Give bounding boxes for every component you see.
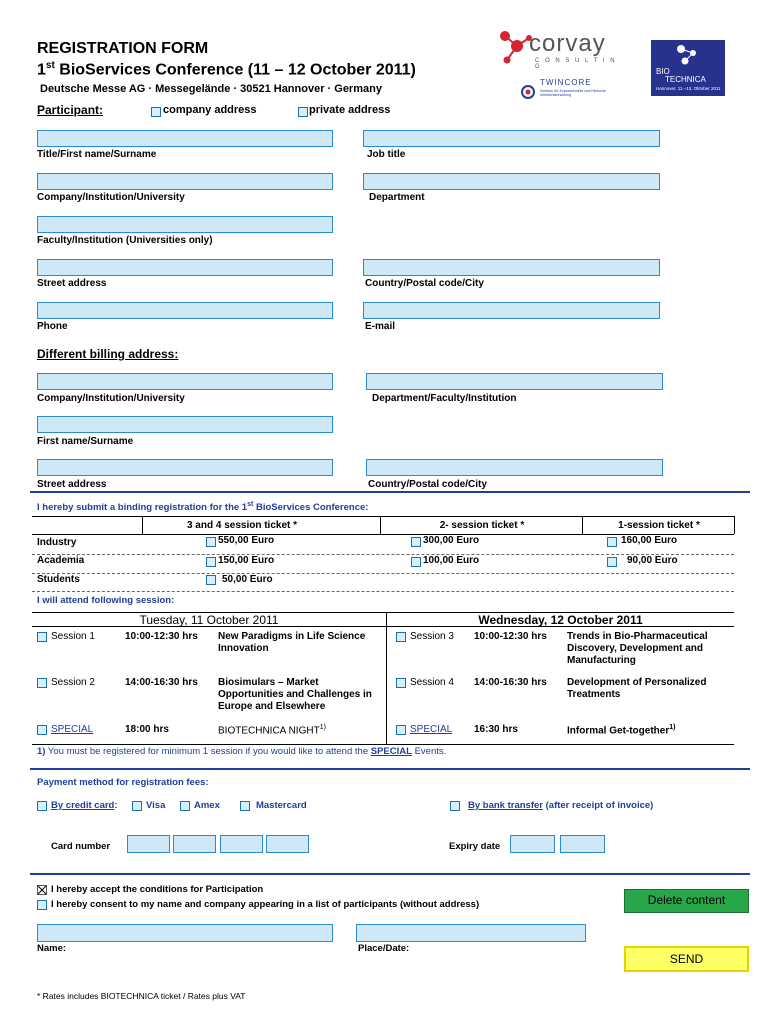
- special-wednesday-name: SPECIAL: [410, 724, 453, 735]
- bank-transfer-label: By bank transfer (after receipt of invoice): [468, 800, 654, 811]
- checkmark-x-icon: [38, 886, 46, 894]
- industry-1-checkbox[interactable]: [607, 537, 617, 547]
- mastercard-checkbox[interactable]: [240, 801, 250, 811]
- col-1-session: 1-session ticket *: [618, 520, 700, 531]
- billing-department-input[interactable]: [366, 373, 663, 390]
- section-divider: [30, 768, 750, 770]
- billing-street-label: Street address: [37, 479, 107, 490]
- biotechnica-line1: BIO: [656, 67, 670, 76]
- footer-note: * Rates includes BIOTECHNICA ticket / Rates plus VAT: [37, 991, 246, 1001]
- phone-input[interactable]: [37, 302, 333, 319]
- amex-label: Amex: [194, 800, 220, 811]
- session-2-time: 14:00-16:30 hrs: [125, 677, 198, 688]
- twincore-wordmark: TWINCORE: [540, 78, 592, 87]
- session-1-name: Session 1: [51, 631, 95, 642]
- private-address-label: private address: [309, 104, 391, 116]
- private-address-checkbox[interactable]: [298, 107, 308, 117]
- special-wednesday-time: 16:30 hrs: [474, 724, 518, 735]
- special-tuesday-name: SPECIAL: [51, 724, 94, 735]
- payment-heading: Payment method for registration fees:: [37, 777, 209, 788]
- title-name-input[interactable]: [37, 130, 333, 147]
- biotechnica-logo-icon: [673, 43, 701, 67]
- row-academia-label: Academia: [37, 555, 85, 566]
- billing-country-input[interactable]: [366, 459, 663, 476]
- biotechnica-date: Hannover, 11.–13. Oktober 2011: [656, 86, 721, 91]
- street-label: Street address: [37, 278, 107, 289]
- industry-2-price: 300,00 Euro: [423, 535, 480, 546]
- street-input[interactable]: [37, 259, 333, 276]
- biotechnica-logo: [651, 40, 725, 96]
- billing-heading: Different billing address:: [37, 347, 179, 361]
- participant-list-checkbox[interactable]: [37, 900, 47, 910]
- faculty-input[interactable]: [37, 216, 333, 233]
- academia-2-price: 100,00 Euro: [423, 555, 480, 566]
- company-label: Company/Institution/University: [37, 192, 185, 203]
- academia-1-checkbox[interactable]: [607, 557, 617, 567]
- card-number-input-1[interactable]: [127, 835, 170, 853]
- amex-checkbox[interactable]: [180, 801, 190, 811]
- tuesday-header: Tuesday, 11 October 2011: [139, 613, 279, 627]
- academia-1-price: 90,00 Euro: [627, 555, 678, 566]
- wednesday-header: Wednesday, 12 October 2011: [478, 613, 643, 627]
- col-3-4-session: 3 and 4 session ticket *: [186, 520, 298, 531]
- session-1-topic: New Paradigms in Life Science Innovation: [218, 631, 366, 654]
- students-checkbox[interactable]: [206, 575, 216, 585]
- special-tuesday-time: 18:00 hrs: [125, 724, 169, 735]
- academia-2-checkbox[interactable]: [411, 557, 421, 567]
- card-number-input-3[interactable]: [220, 835, 263, 853]
- credit-card-checkbox[interactable]: [37, 801, 47, 811]
- mastercard-label: Mastercard: [256, 800, 307, 811]
- conference-title: 1st BioServices Conference (11 – 12 October 2011): [37, 60, 416, 79]
- biotechnica-line2: TECHNICA: [665, 75, 706, 84]
- billing-company-label: Company/Institution/University: [37, 393, 185, 404]
- expiry-year-input[interactable]: [560, 835, 605, 853]
- billing-name-label: First name/Surname: [37, 436, 134, 447]
- section-divider: [30, 491, 750, 493]
- department-label: Department: [369, 192, 425, 203]
- tickets-intro: I hereby submit a binding registration for the 1st BioServices Conference:: [37, 501, 369, 514]
- row-students-label: Students: [37, 574, 80, 585]
- twincore-logo-icon: [520, 84, 536, 100]
- signature-name-label: Name:: [37, 943, 67, 954]
- session-2-name: Session 2: [51, 677, 95, 688]
- students-price: 50,00 Euro: [222, 574, 273, 585]
- billing-company-input[interactable]: [37, 373, 333, 390]
- sessions-intro: I will attend following session:: [37, 595, 175, 606]
- session-4-name: Session 4: [410, 677, 454, 688]
- signature-name-input[interactable]: [37, 924, 333, 942]
- title-name-label: Title/First name/Surname: [37, 149, 157, 160]
- billing-country-label: Country/Postal code/City: [368, 479, 487, 490]
- place-date-label: Place/Date:: [358, 943, 410, 954]
- delete-content-button[interactable]: Delete content: [624, 889, 749, 913]
- place-date-input[interactable]: [356, 924, 586, 942]
- corvay-logo: [495, 28, 625, 70]
- visa-checkbox[interactable]: [132, 801, 142, 811]
- special-tuesday-checkbox[interactable]: [37, 725, 47, 735]
- billing-department-label: Department/Faculty/Institution: [372, 393, 517, 404]
- country-input[interactable]: [363, 259, 660, 276]
- company-input[interactable]: [37, 173, 333, 190]
- corvay-wordmark: corvay: [529, 30, 606, 57]
- job-title-label: Job title: [367, 149, 406, 160]
- email-label: E-mail: [365, 321, 396, 332]
- send-button[interactable]: SEND: [624, 946, 749, 972]
- billing-name-input[interactable]: [37, 416, 333, 433]
- academia-3-4-price: 150,00 Euro: [218, 555, 275, 566]
- expiry-label: Expiry date: [449, 841, 501, 852]
- department-input[interactable]: [363, 173, 660, 190]
- company-address-label: company address: [163, 104, 257, 116]
- session-1-time: 10:00-12:30 hrs: [125, 631, 198, 642]
- special-wednesday-topic: Informal Get-together$^{1)}$: [567, 724, 676, 737]
- venue-line: Deutsche Messe AG · Messegelände · 30521 Hannover · Germany: [40, 83, 382, 95]
- faculty-label: Faculty/Institution (Universities only): [37, 235, 213, 246]
- accept-conditions-label: I hereby accept the conditions for Participation: [51, 884, 264, 895]
- session-1-checkbox[interactable]: [37, 632, 47, 642]
- job-title-input[interactable]: [363, 130, 660, 147]
- session-3-topic: Trends in Bio-Pharmaceutical Discovery, Development and Manufacturing: [567, 631, 708, 666]
- country-label: Country/Postal code/City: [365, 278, 484, 289]
- participant-heading: Participant:: [37, 103, 104, 117]
- academia-3-4-checkbox[interactable]: [206, 557, 216, 567]
- expiry-month-input[interactable]: [510, 835, 555, 853]
- col-2-session: 2- session ticket *: [439, 520, 525, 531]
- session-2-checkbox[interactable]: [37, 678, 47, 688]
- session-3-checkbox[interactable]: [396, 632, 406, 642]
- email-input[interactable]: [363, 302, 660, 319]
- visa-label: Visa: [146, 800, 166, 811]
- card-number-label: Card number: [51, 841, 111, 852]
- consulting-wordmark: C O N S U L T I N G: [535, 58, 617, 70]
- accept-conditions-checkbox[interactable]: [37, 885, 47, 895]
- card-number-input-4[interactable]: [266, 835, 309, 853]
- special-tuesday-topic: BIOTECHNICA NIGHT$^{1)}$: [218, 724, 326, 737]
- twincore-subtitle: Zentrum für Experimentelle und Klinische Infektionsforschung: [540, 89, 606, 97]
- row-industry-label: Industry: [37, 537, 77, 548]
- industry-3-4-price: 550,00 Euro: [218, 535, 275, 546]
- bank-transfer-checkbox[interactable]: [450, 801, 460, 811]
- industry-2-checkbox[interactable]: [411, 537, 421, 547]
- participant-list-label: I hereby consent to my name and company appearing in a list of participants (without address): [51, 899, 480, 910]
- session-4-time: 14:00-16:30 hrs: [474, 677, 547, 688]
- section-divider: [30, 873, 750, 875]
- session-3-name: Session 3: [410, 631, 454, 642]
- session-4-checkbox[interactable]: [396, 678, 406, 688]
- session-3-time: 10:00-12:30 hrs: [474, 631, 547, 642]
- special-wednesday-checkbox[interactable]: [396, 725, 406, 735]
- sessions-footnote: 1) You must be registered for minimum 1 session if you would like to attend the SPECIAL Events.: [37, 746, 447, 757]
- session-2-topic: Biosimulars – Market Opportunities and Challenges in Europe and Elsewhere: [218, 677, 372, 712]
- phone-label: Phone: [37, 321, 68, 332]
- form-title: REGISTRATION FORM: [37, 40, 209, 57]
- twincore-logo: [520, 78, 630, 104]
- card-number-input-2[interactable]: [173, 835, 216, 853]
- billing-street-input[interactable]: [37, 459, 333, 476]
- credit-card-label: By credit card:: [51, 800, 118, 811]
- session-4-topic: Development of Personalized Treatments: [567, 677, 707, 700]
- industry-3-4-checkbox[interactable]: [206, 537, 216, 547]
- industry-1-price: 160,00 Euro: [621, 535, 678, 546]
- company-address-checkbox[interactable]: [151, 107, 161, 117]
